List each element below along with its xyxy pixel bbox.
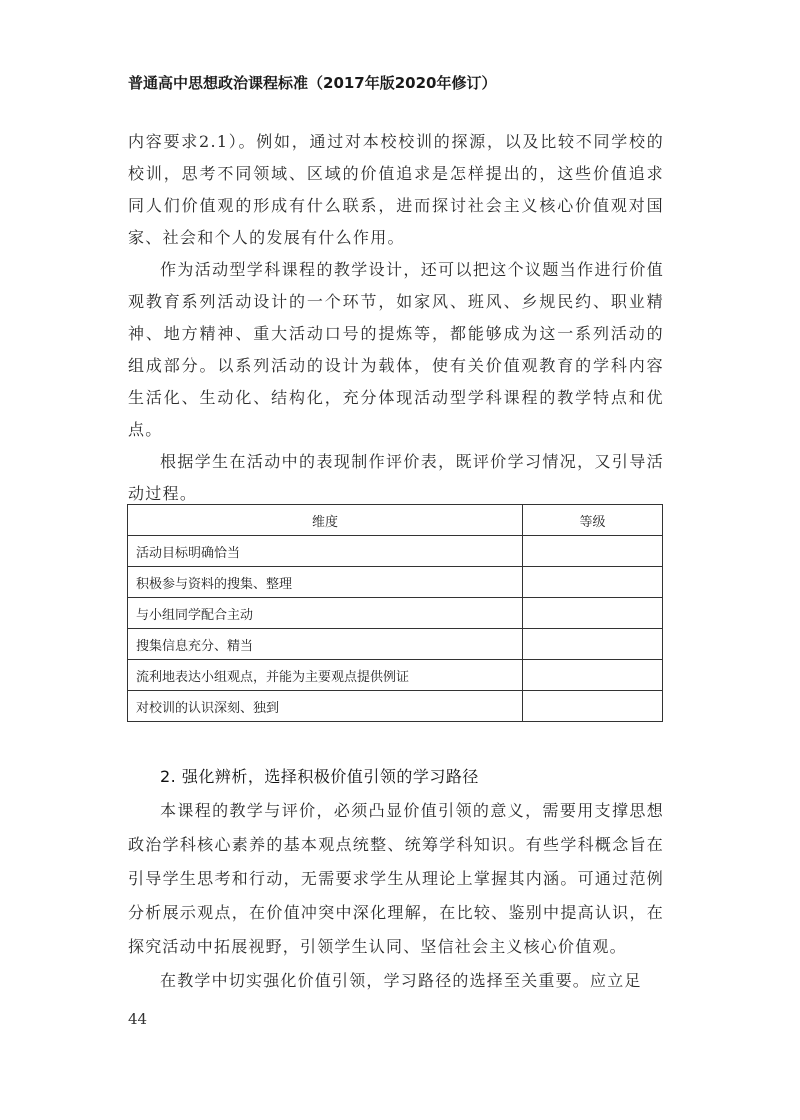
table-header-row: [128, 505, 663, 536]
paragraph: 在教学中切实强化价值引领，学习路径的选择至关重要。应立足: [160, 971, 642, 990]
table-cell-dimension: 对校训的认识深刻、独到: [128, 691, 523, 722]
page-header-title: 普通高中思想政治课程标准（2017年版2020年修订）: [128, 74, 497, 92]
table-cell-grade: [523, 598, 663, 629]
table-row: [128, 629, 663, 660]
table-cell-dimension: 流利地表达小组观点，并能为主要观点提供例证: [128, 660, 523, 691]
table-cell-dimension: 与小组同学配合主动: [128, 598, 523, 629]
table-row: [128, 567, 663, 598]
column-header-dimension: 维度: [128, 505, 523, 536]
section-one-text: [128, 126, 664, 510]
table-row: [128, 536, 663, 567]
table-cell-grade: [523, 567, 663, 598]
table-cell-grade: [523, 691, 663, 722]
table-cell-grade: [523, 660, 663, 691]
section-heading: 2. 强化辨析，选择积极价值引领的学习路径: [160, 767, 479, 786]
table-row: [128, 598, 663, 629]
page-number: 44: [128, 1010, 148, 1028]
table-row: [128, 691, 663, 722]
paragraph: 内容要求2.1）。例如，通过对本校校训的探源，以及比较不同学校的校训，思考不同领域、区域的价值追求是怎样提出的，这些价值追求同人们价值观的形成有什么联系，进而探讨社会主义核心价值观对国家、社会和个人的发展有什么作用。: [128, 132, 664, 247]
evaluation-table: [127, 504, 663, 722]
table-cell-grade: [523, 536, 663, 567]
paragraph: 本课程的教学与评价，必须凸显价值引领的意义，需要用支撑思想政治学科核心素养的基本观点统整、统筹学科知识。有些学科概念旨在引导学生思考和行动，无需要求学生从理论上掌握其内涵。可通过范例分析展示观点，在价值冲突中深化理解，在比较、鉴别中提高认识，在探究活动中拓展视野，引领学生认同、坚信社会主义核心价值观。: [128, 801, 664, 956]
table-cell-dimension: 活动目标明确恰当: [128, 536, 523, 567]
table-cell-dimension: 积极参与资料的搜集、整理: [128, 567, 523, 598]
table-cell-grade: [523, 629, 663, 660]
section-two-text: [128, 794, 664, 998]
table-cell-dimension: 搜集信息充分、精当: [128, 629, 523, 660]
column-header-grade: 等级: [523, 505, 663, 536]
table-row: [128, 660, 663, 691]
paragraph: 作为活动型学科课程的教学设计，还可以把这个议题当作进行价值观教育系列活动设计的一个环节，如家风、班风、乡规民约、职业精神、地方精神、重大活动口号的提炼等，都能够成为这一系列活动的组成部分。以系列活动的设计为载体，使有关价值观教育的学科内容生活化、生动化、结构化，充分体现活动型学科课程的教学特点和优点。: [128, 260, 664, 439]
paragraph: 根据学生在活动中的表现制作评价表，既评价学习情况，又引导活动过程。: [128, 452, 664, 503]
